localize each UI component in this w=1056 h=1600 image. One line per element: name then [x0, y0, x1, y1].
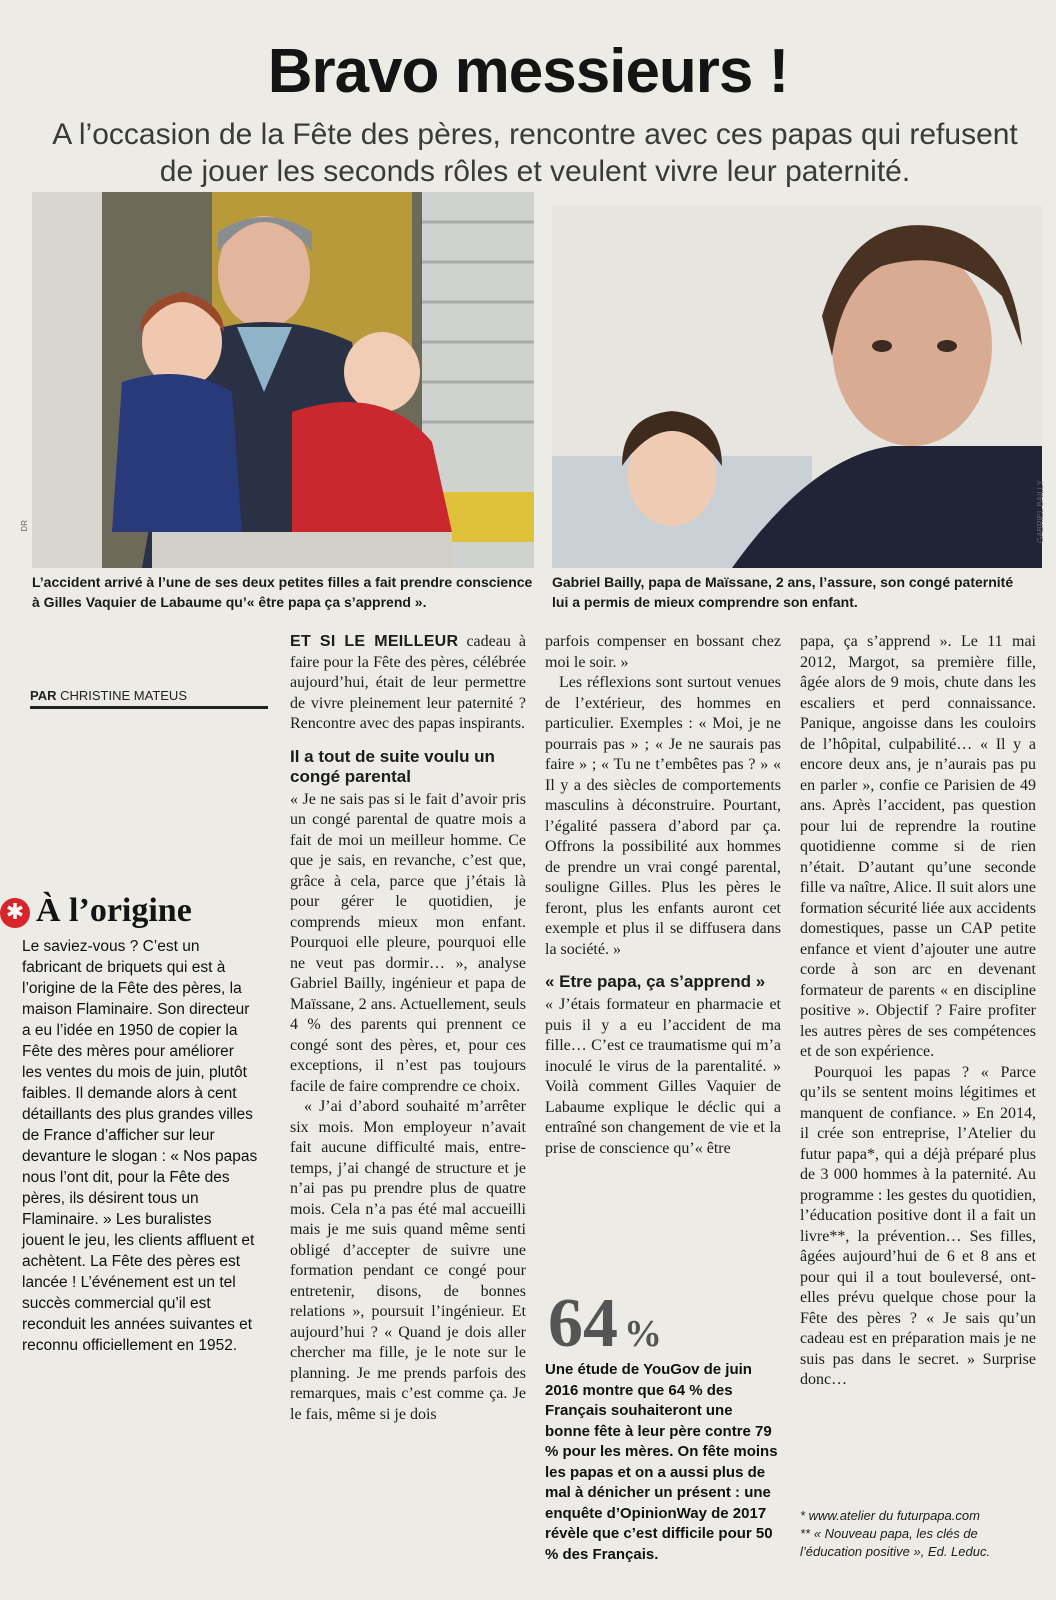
footnote-2: ** « Nouveau papa, les clés de l’éducation positive », Ed. Leduc. [800, 1526, 991, 1559]
deck: A l’occasion de la Fête des pères, rencontre avec ces papas qui refusent de jouer les seconds rôles et veulent vivre leur paternité. [52, 118, 1018, 188]
stat-unit: % [624, 1313, 662, 1355]
photo-gilles-daughters [32, 192, 534, 568]
col2-paragraph-3: « J’étais formateur en pharmacie et puis il y a eu l’accident de ma fille… C’est ce traumatisme qui m’a inoculé le virus de la parentalité. » Voilà comment Gilles Vaquier de Labaume explique le déclic qui a entraîné son changement de vie et la prise de conscience qu’« être [545, 996, 781, 1157]
byline-par: PAR [30, 688, 57, 703]
photo-gabriel-illustration [552, 206, 1042, 568]
star-badge-icon: ✱ [0, 898, 30, 928]
caption-left: L’accident arrivé à l’une de ses deux petites filles a fait prendre conscience à Gilles Vaquier de Labaume qu’« être papa ça s’apprend ». [32, 574, 533, 610]
article-column-1 [290, 632, 526, 1425]
col3-paragraph-2: Pourquoi les papas ? « Parce qu’ils se sentent moins légitimes et manquent de confiance. » En 2014, il crée son entreprise, l’Atelier du futur papa*, qui a déjà préparé plus de 3 000 hommes à la paternité. Au programme : les gestes du quotidien, l’éducation positive dont il a fait un livre**, la prévention… Ses filles, âgées aujourd’hui de 6 et 8 ans et pour qui il a tout bouleversé, ont-elles prévu quelque chose pour la Fête des pères ? « Je sais qu’un cadeau est en préparation mais je ne suis pas dans le secret. » Surprise donc… [800, 1063, 1036, 1388]
subhead-conge-parental: Il a tout de suite voulu un congé parental [290, 746, 495, 786]
sidebar-body: Le saviez-vous ? C’est un fabricant de briquets qui est à l’origine de la Fête des pères, la maison Flaminaire. Son directeur a eu l’idée en 1950 de copier la Fête des mères pour améliorer les ventes du mois de juin, plutôt faibles. Il demande alors à cent détaillants des plus grandes villes de France d’afficher sur leur devanture le slogan : « Nos papas nous l’ont dit, pour la Fête des pères, ils désirent tous un Flaminaire. » Les buralistes jouent le jeu, les clients affluent et achètent. La Fête des pères est lancée ! L’événement est un tel succès commercial qu’il est reconduit les années suivantes et reconnu officiellement en 1952. [22, 938, 258, 1354]
article-lead: ET SI LE MEILLEUR [290, 633, 459, 650]
photo-gabriel-daughter [552, 206, 1042, 568]
article-intro: cadeau à faire pour la Fête des pères, célébrée aujourd’hui, était de leur permettre de vivre pleinement leur paternité ? Rencontre avec des papas inspirants. [290, 633, 527, 732]
byline-author: CHRISTINE MATEUS [60, 688, 187, 703]
col1-paragraph-3: « J’ai d’abord souhaité m’arrêter six mois. Mon employeur n’avait fait aucune difficulté mais, entre-temps, j’ai changé de structure et je n’ai pas pu prendre plus de quatre mois. Cela n’a pas été mal accueilli mais je me suis quand même senti obligé d’accepter de suivre une formation pendant ce congé pour entretenir, disons, de bonnes relations », poursuit l’ingénieur. Et aujourd’hui ? « Quand je dois aller chercher ma fille, je le note sur le planning. Je me prends parfois des remarques, mais c’est comme ça. Je le fais, même si je dois [290, 1098, 526, 1423]
article-column-3 [800, 632, 1036, 1391]
sidebar-title: À l’origine [36, 892, 192, 929]
subhead-etre-papa: « Etre papa, ça s’apprend » [545, 972, 766, 991]
footnote-1: * www.atelier du futurpapa.com [800, 1508, 980, 1523]
footnotes [800, 1507, 1040, 1561]
col2-paragraph-1: parfois compenser en bossant chez moi le soir. » [545, 633, 781, 671]
byline [30, 688, 268, 709]
sidebar-title-block [0, 892, 260, 930]
article-column-2 [545, 632, 781, 1159]
stat-text: Une étude de YouGov de juin 2016 montre que 64 % des Français souhaiteront une bonne fête à leur père contre 79 % pour les mères. On fête moins les papas et on a aussi plus de mal à dénicher un présent : une enquête d’OpinionWay de 2017 révèle que c’est difficile pour 50 % des Français. [545, 1361, 778, 1563]
photo-credit-left: DR [20, 520, 29, 532]
col3-paragraph-1: papa, ça s’apprend ». Le 11 mai 2012, Margot, sa première fille, âgée alors de 9 mois, chute dans les escaliers et perd connaissance. Panique, angoisse dans les couloirs de l’hôpital, culpabilité… « Il y a encore deux ans, je n’aurais pas pu en parler », confie ce Parisien de 49 ans. Après l’accident, pas question pour lui de reprendre la routine quotidienne comme si de rien n’était. D’autant qu’une seconde fille va naître, Alice. Il suit alors une formation sécurité liée aux accidents domestiques, passe un CAP petite enfance et vient d’ajouter une autre corde à son arc en devenant formateur de parents « en discipline positive ». Objectif ? Faire profiter les autres pères de ses compétences et de son expérience. [800, 633, 1036, 1060]
photo-credit-right: GABRIEL BAILLY [1036, 480, 1045, 544]
caption-right: Gabriel Bailly, papa de Maïssane, 2 ans, l’assure, son congé paternité lui a permis de mieux comprendre son enfant. [552, 574, 1014, 610]
stat-big-number [548, 1285, 662, 1370]
col2-paragraph-2: Les réflexions sont surtout venues de l’extérieur, des hommes en particulier. Exemples : « Moi, je ne pourrais pas » ; « Je ne saurais pas faire » ; « Tu ne t’embêtes pas ? » « Il y a des siècles de comportements masculins à déconstruire. Pourtant, l’égalité passera d’abord par ça. Offrons la possibilité aux hommes de prendre un vrai congé parental, souligne Gilles. Plus les pères le feront, plus les enfants auront cet exemple et plus il se diffusera dans la société. » [545, 674, 781, 958]
photo-gilles-illustration [32, 192, 534, 568]
stat-number: 64 [548, 1285, 618, 1362]
col1-paragraph-2: « Je ne sais pas si le fait d’avoir pris un congé parental de quatre mois a fait de moi un meilleur homme. Ce que je sais, en revanche, c’est que, grâce à cela, parce que j’étais là pour gérer le quotidien, je comprends mieux mon enfant. Pourquoi elle pleure, pourquoi elle ne veut pas dormir… », analyse Gabriel Bailly, ingénieur et papa de Maïssane, 2 ans. Actuellement, seuls 4 % des parents qui prennent ce congé sont des pères, et, pour ces exceptions, il n’est pas toujours facile de faire comprendre ce choix. [290, 790, 526, 1095]
headline: Bravo messieurs ! [267, 37, 789, 106]
